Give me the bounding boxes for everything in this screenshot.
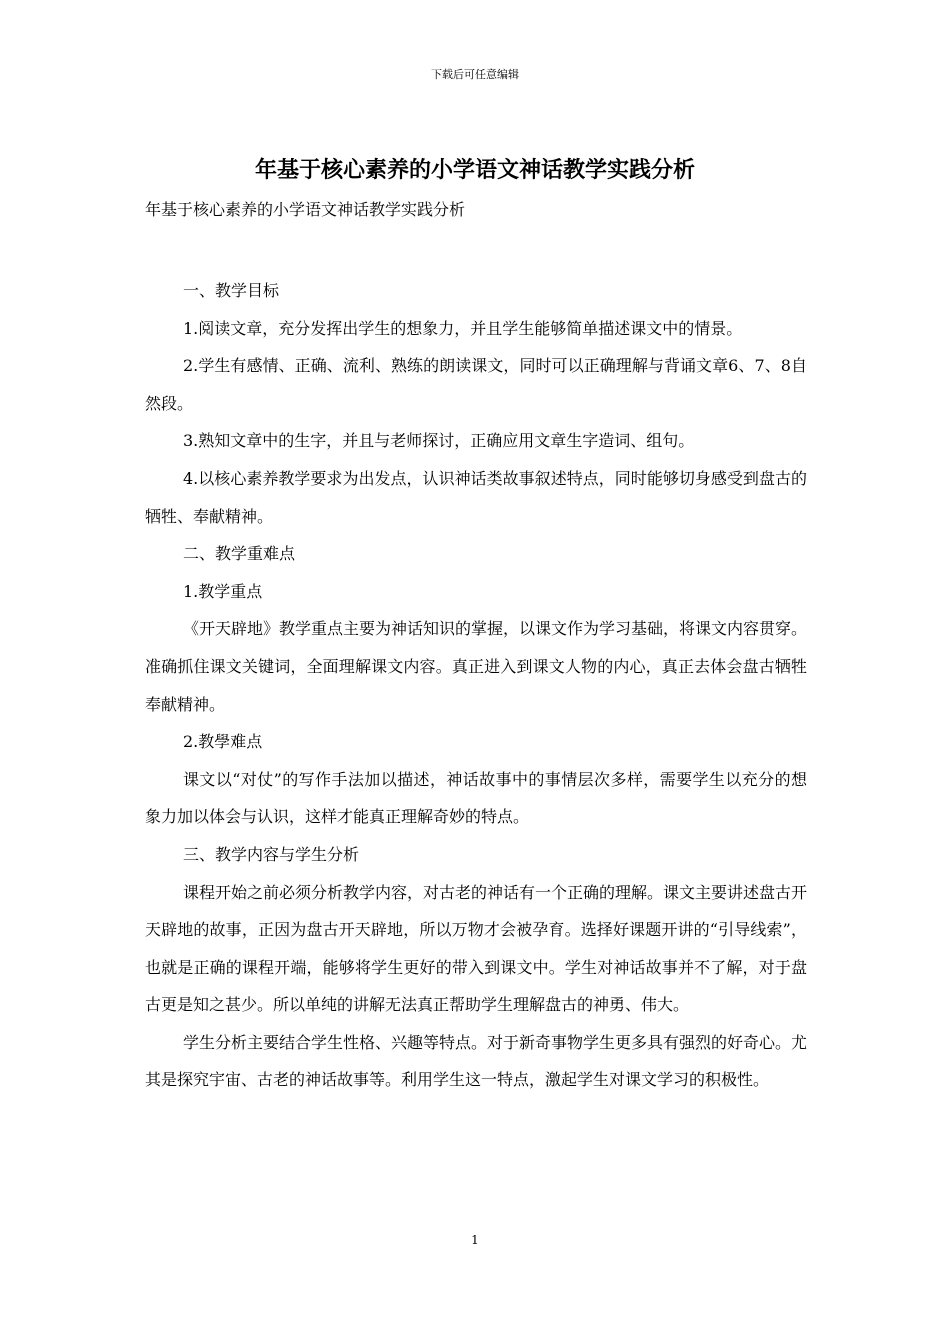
paragraph-objective-3: 3.熟知文章中的生字，并且与老师探讨，正确应用文章生字造词、组句。: [183, 431, 695, 451]
paragraph-objective-4: 4.以核心素养教学要求为出发点，认识神话类故事叙述特点，同时能够切身感受到盘古的牺牲、奉献精神。: [145, 468, 807, 526]
paragraph-objective-2: 2.学生有感情、正确、流利、熟练的朗读课文，同时可以正确理解与背诵文章6、7、8自然段。: [145, 356, 807, 413]
section-heading-key-points: 二、教学重难点: [183, 544, 296, 564]
paragraph-difficult-point: 课文以“对仗”的写作手法加以描述，神话故事中的事情层次多样，需要学生以充分的想象力加以体会与认识，这样才能真正理解奇妙的特点。: [145, 769, 807, 827]
page-header-note: 下载后可任意编辑: [431, 68, 519, 81]
section-heading-objectives: 一、教学目标: [183, 281, 280, 300]
paragraph-content-analysis: 课程开始之前必须分析教学内容，对古老的神话有一个正确的理解。课文主要讲述盘古开天辟地的故事，正因为盘古开天辟地，所以万物才会被孕育。选择好课题开讲的“引导线索”，也就是正确的课程开端，能够将学生更好的带入到课文中。学生对神话故事并不了解，对于盘古更是知之甚少。所以单纯的讲解无法真正帮助学生理解盘古的神勇、伟大。: [145, 882, 808, 1015]
document-body: [145, 272, 807, 1099]
page-number: 1: [471, 1233, 479, 1247]
document-title: 年基于核心素养的小学语文神话教学实践分析: [254, 157, 695, 183]
paragraph-student-analysis: 学生分析主要结合学生性格、兴趣等特点。对于新奇事物学生更多具有强烈的好奇心。尤其是探究宇宙、古老的神话故事等。利用学生这一特点，激起学生对课文学习的积极性。: [145, 1032, 808, 1090]
paragraph-key-point: 《开天辟地》教学重点主要为神话知识的掌握，以课文作为学习基础，将课文内容贯穿。准确抓住课文关键词，全面理解课文内容。真正进入到课文人物的内心，真正去体会盘古牺牲奉献精神。: [145, 619, 808, 714]
document-subtitle: 年基于核心素养的小学语文神话教学实践分析: [145, 200, 466, 219]
subheading-key-point: 1.教学重点: [183, 581, 263, 601]
paragraph-objective-1: 1.阅读文章，充分发挥出学生的想象力，并且学生能够简单描述课文中的情景。: [183, 318, 743, 338]
section-heading-content-analysis: 三、教学内容与学生分析: [183, 844, 360, 864]
subheading-difficult-point: 2.教學难点: [183, 732, 263, 752]
